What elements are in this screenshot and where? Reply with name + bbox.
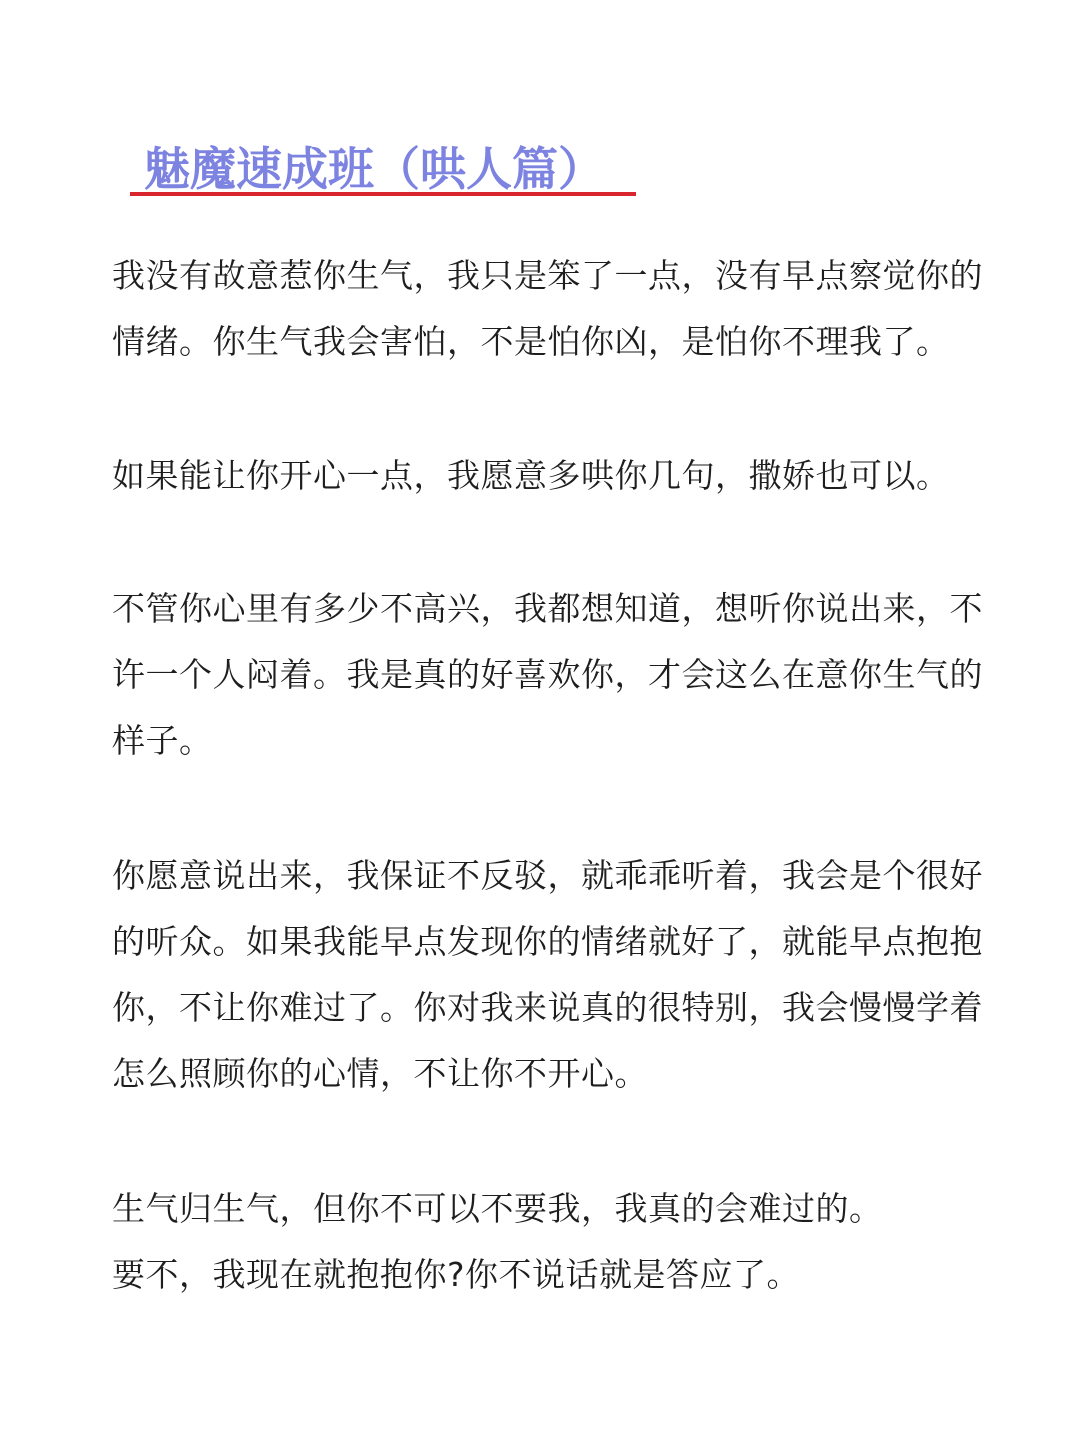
paragraph-4: [112, 843, 982, 1107]
paragraph-line: 样子。: [112, 721, 213, 760]
paragraph-line: 怎么照顾你的心情，不让你不开心。: [112, 1054, 648, 1093]
paragraph-line: 许一个人闷着。我是真的好喜欢你，才会这么在意你生气的: [112, 655, 983, 694]
paragraph-3: [112, 576, 982, 774]
paragraph-line: 你，不让你难过了。你对我来说真的很特别，我会慢慢学着: [112, 988, 983, 1027]
page-title: 魅魔速成班（哄人篇）: [144, 142, 604, 196]
paragraph-line: 你愿意说出来，我保证不反驳，就乖乖听着，我会是个很好: [112, 856, 983, 895]
paragraph-line: 要不，我现在就抱抱你?你不说话就是答应了。: [112, 1255, 801, 1294]
paragraph-line: 生气归生气，但你不可以不要我，我真的会难过的。: [112, 1189, 883, 1228]
title-block: [130, 138, 636, 200]
paragraph-5: [112, 1176, 982, 1308]
paragraph-line: 情绪。你生气我会害怕，不是怕你凶，是怕你不理我了。: [112, 322, 950, 361]
paragraph-1: [112, 243, 982, 375]
paragraph-line: 的听众。如果我能早点发现你的情绪就好了，就能早点抱抱: [112, 922, 983, 961]
paragraph-2: [112, 443, 982, 509]
paragraph-line: 我没有故意惹你生气，我只是笨了一点，没有早点察觉你的: [112, 256, 983, 295]
paragraph-line: 不管你心里有多少不高兴，我都想知道，想听你说出来，不: [112, 589, 983, 628]
paragraph-line: 如果能让你开心一点，我愿意多哄你几句，撒娇也可以。: [112, 456, 950, 495]
